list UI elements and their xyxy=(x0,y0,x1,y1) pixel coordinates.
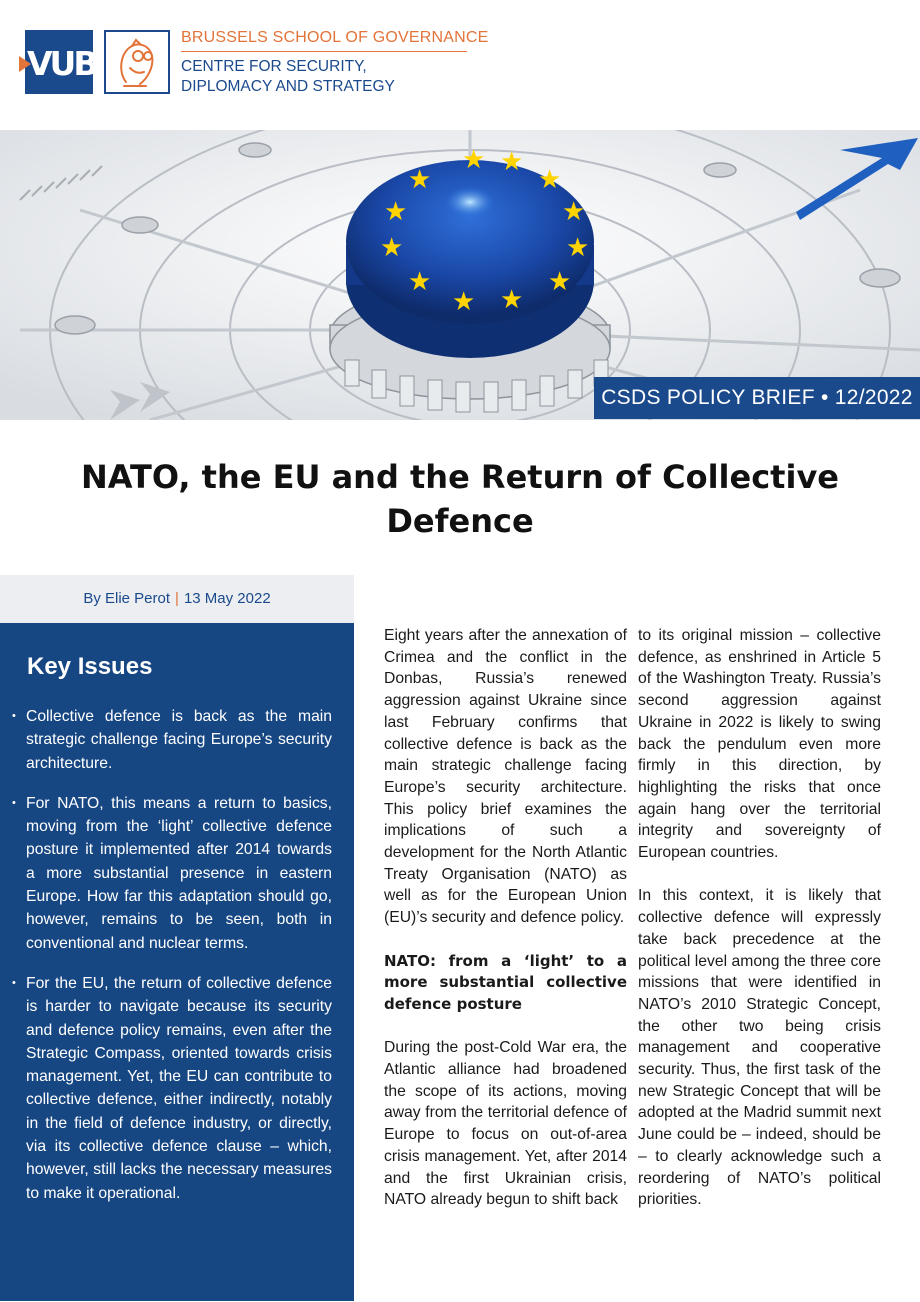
svg-text:★: ★ xyxy=(548,267,572,297)
vub-logo xyxy=(25,30,96,94)
svg-text:★: ★ xyxy=(500,147,524,177)
centre-name-line-2: DIPLOMACY AND STRATEGY xyxy=(181,78,395,95)
byline-author: By Elie Perot xyxy=(83,590,171,607)
key-issue-item: • For NATO, this means a return to basics, moving from the ‘light’ collective defence posture it implemented after 2014 towards a more substantial presence in eastern Europe. How far this adaptation should go, however, remains to be seen, both in conventional and nuclear terms. xyxy=(26,792,332,955)
byline-date: 13 May 2022 xyxy=(183,590,271,607)
centre-name-line-1: CENTRE FOR SECURITY, xyxy=(181,58,367,75)
body-column-2 xyxy=(638,625,881,1233)
key-issues-panel xyxy=(0,623,354,1301)
svg-text:★: ★ xyxy=(566,233,590,263)
centre-name xyxy=(181,57,395,97)
section-heading: NATO: from a ‘light’ to a more substantial collective defence posture xyxy=(384,951,627,1013)
body-column-1 xyxy=(384,625,627,1233)
key-issues-heading: Key Issues xyxy=(27,653,153,680)
svg-text:★: ★ xyxy=(408,165,432,195)
body-paragraph: During the post-Cold War era, the Atlantic alliance had broadened the scope of its actions, moving away from the territorial defence of Europe to focus on out-of-area crisis management. Yet, after 2014 and the first Ukrainian crisis, NATO already begun to shift back xyxy=(384,1039,627,1209)
policy-brief-label: CSDS POLICY BRIEF • 12/2022 xyxy=(594,377,920,419)
vub-logo-text: VUB xyxy=(27,44,96,83)
body-paragraph: Eight years after the annexation of Crimea and the conflict in the Donbas, Russia’s renewed aggression against Ukraine since last February confirms that collective defence is back as the main strategic challenge facing Europe’s security architecture. This policy brief examines the implications of such a development for the North Atlantic Treaty Organisation (NATO) as well as for the European Union (EU)’s security and defence policy. xyxy=(384,627,627,927)
svg-text:★: ★ xyxy=(462,145,486,175)
key-issues-list xyxy=(26,705,332,1222)
owl-logo-icon xyxy=(104,30,170,94)
svg-text:★: ★ xyxy=(500,285,524,315)
school-name: BRUSSELS SCHOOL OF GOVERNANCE xyxy=(181,29,489,46)
svg-text:★: ★ xyxy=(384,197,408,227)
body-paragraph: In this context, it is likely that collective defence will expressly take back precedence at the political level among the three core missions that were identified in NATO’s 2010 Strategic Concept, the other two being crisis management and cooperative security. Thus, the first task of the new Strategic Concept that will be adopted at the Madrid summit next June could be – indeed, should be – to clearly acknowledge such a reordering of NATO’s political priorities. xyxy=(638,887,881,1209)
svg-text:★: ★ xyxy=(380,233,404,263)
svg-text:★: ★ xyxy=(408,267,432,297)
svg-text:★: ★ xyxy=(452,287,476,317)
header-divider xyxy=(181,51,467,52)
byline xyxy=(0,575,354,623)
byline-separator: | xyxy=(175,590,179,607)
body-paragraph: to its original mission – collective defence, as enshrined in Article 5 of the Washington Treaty. Russia’s second aggression against Ukraine in 2022 is likely to swing back the pendulum even more firmly in this direction, by highlighting the risks that once again hang over the territorial integrity and sovereignty of European countries. xyxy=(638,627,881,862)
key-issue-item: • For the EU, the return of collective defence is harder to navigate because its security and defence policy remains, even after the Strategic Compass, oriented towards crisis management. Yet, the EU can contribute to collective defence, either indirectly, notably in the field of defence industry, or directly, via its collective defence clause – which, however, still lacks the necessary measures to make it operational. xyxy=(26,972,332,1205)
svg-text:★: ★ xyxy=(562,197,586,227)
page-title: NATO, the EU and the Return of Collective Defence xyxy=(80,458,839,540)
key-issue-item: • Collective defence is back as the main strategic challenge facing Europe’s security architecture. xyxy=(26,705,332,775)
svg-text:★: ★ xyxy=(538,165,562,195)
